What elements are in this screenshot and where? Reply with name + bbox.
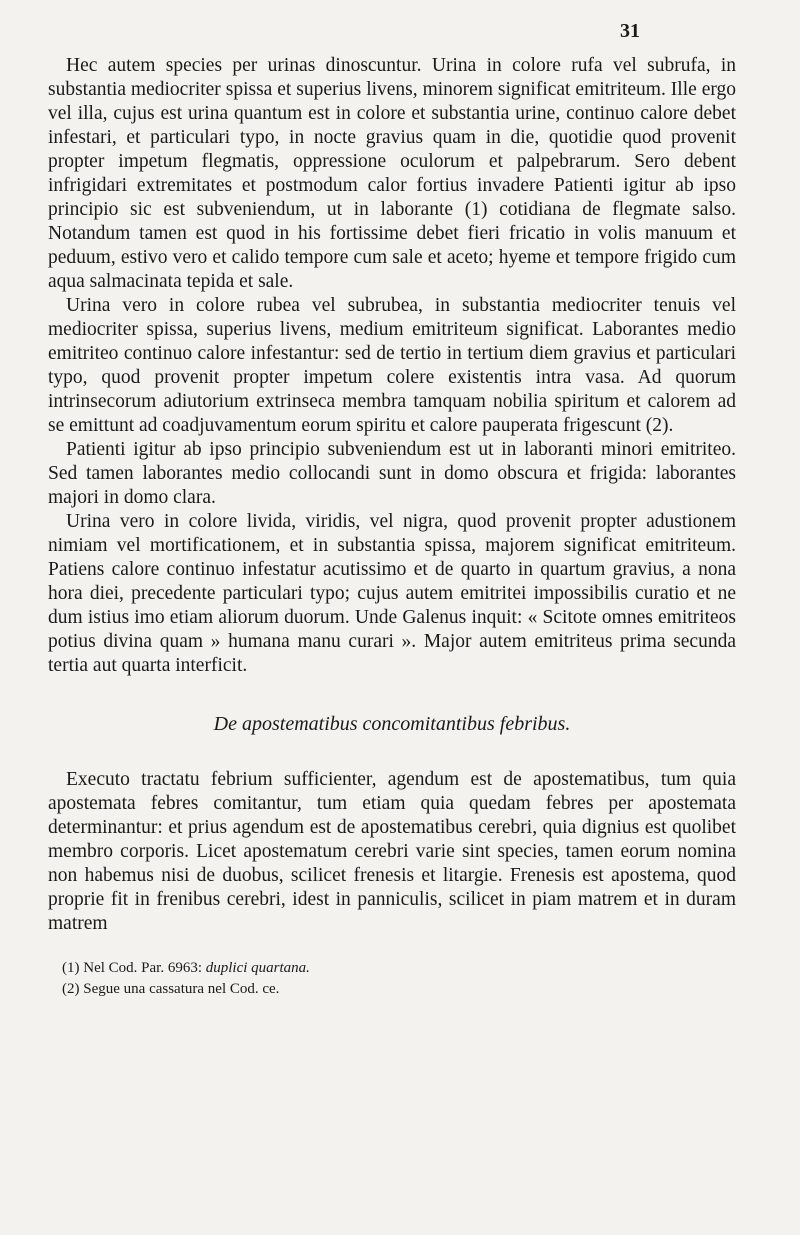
footnote	[62, 979, 736, 1000]
paragraph: Executo tractatu febrium sufficienter, agendum est de apostematibus, tum quia apostemata febres comitantur, tum etiam quia quedam febres per apostemata determinantur: et prius agendum est de apostematibus cerebri, quia dignius est quolibet membro corporis. Licet apostematum cerebri varie sint species, tamen eorum nomina non habemus nisi de duobus, scilicet frenesis et litargie. Frenesis est apostema, quod proprie fit in frenibus cerebri, idest in panniculis, scilicet in piam matrem et in duram matrem	[48, 769, 736, 934]
page-number: 31	[620, 20, 640, 42]
footnote-mark: (1)	[62, 960, 80, 976]
paragraph: Hec autem species per urinas dinoscuntur. Urina in colore rufa vel subrufa, in substantia mediocriter spissa et superius livens, minorem significat emitriteum. Ille ergo vel illa, cujus est urina quantum est in colore et substantia urine, continuo calore debet infestari, et particulari typo, in nocte gravius quam in die, quotidie quod provenit propter impetum flegmatis, oppressione oculorum et palpebrarum. Sero debent infrigidari extremitates et postmodum calor fortius invadere Patienti igitur ab ipso principio sic est subveniendum, ut in laborante (1) cotidiana de flegmate salso. Notandum tamen est quod in his fortissime debet fieri fricatio in volis manuum et peduum, estivo vero et calido tempore cum sale et aceto; hyeme et tempore frigido cum aqua salmacinata tepida et sale.	[48, 55, 736, 292]
footnote	[62, 958, 736, 979]
footnote-italic: duplici quartana.	[205, 960, 310, 976]
footnotes	[48, 958, 736, 1000]
paragraph: Urina vero in colore livida, viridis, vel nigra, quod provenit propter adustionem nimiam vel mortificationem, et in substantia spissa, majorem significat emitriteum. Patiens calore continuo infestatur acutissimo et de quarto in quartum gravius, a nona hora diei, precedente particulari typo; cujus autem emitritei impossibilis curatio et ne dum istius imo etiam aliorum duorum. Unde Galenus inquit: « Scitote omnes emitriteos potius divina quam » humana manu curari ». Major autem emitriteus prima secunda tertia aut quarta interficit.	[48, 511, 736, 676]
main-text	[48, 54, 736, 936]
footnote-text: Nel Cod. Par. 6963:	[83, 960, 206, 976]
section-heading: De apostematibus concomitantibus febribus.	[213, 713, 571, 735]
footnote-mark: (2)	[62, 981, 80, 997]
paragraph: Patienti igitur ab ipso principio subveniendum est ut in laboranti minori emitriteo. Sed tamen laborantes medio collocandi sunt in domo obscura et frigida: laborantes majori in domo clara.	[48, 439, 736, 508]
footnote-text: Segue una cassatura nel Cod. ce.	[83, 981, 280, 997]
paragraph: Urina vero in colore rubea vel subrubea, in substantia mediocriter tenuis vel mediocriter spissa, superius livens, medium emitriteum significat. Laborantes medio emitriteo continuo calore infestantur: sed de tertio in tertium diem gravius et particulari typo, quod provenit propter impetum colere existentis intra vasa. Ad quorum intrinsecorum adiutorium extrinseca membra tamquam nobilia spiritum et calorem ad se emittunt ad coadjuvamentum eorum spiritu et calore pauperata frigescunt (2).	[48, 295, 736, 436]
